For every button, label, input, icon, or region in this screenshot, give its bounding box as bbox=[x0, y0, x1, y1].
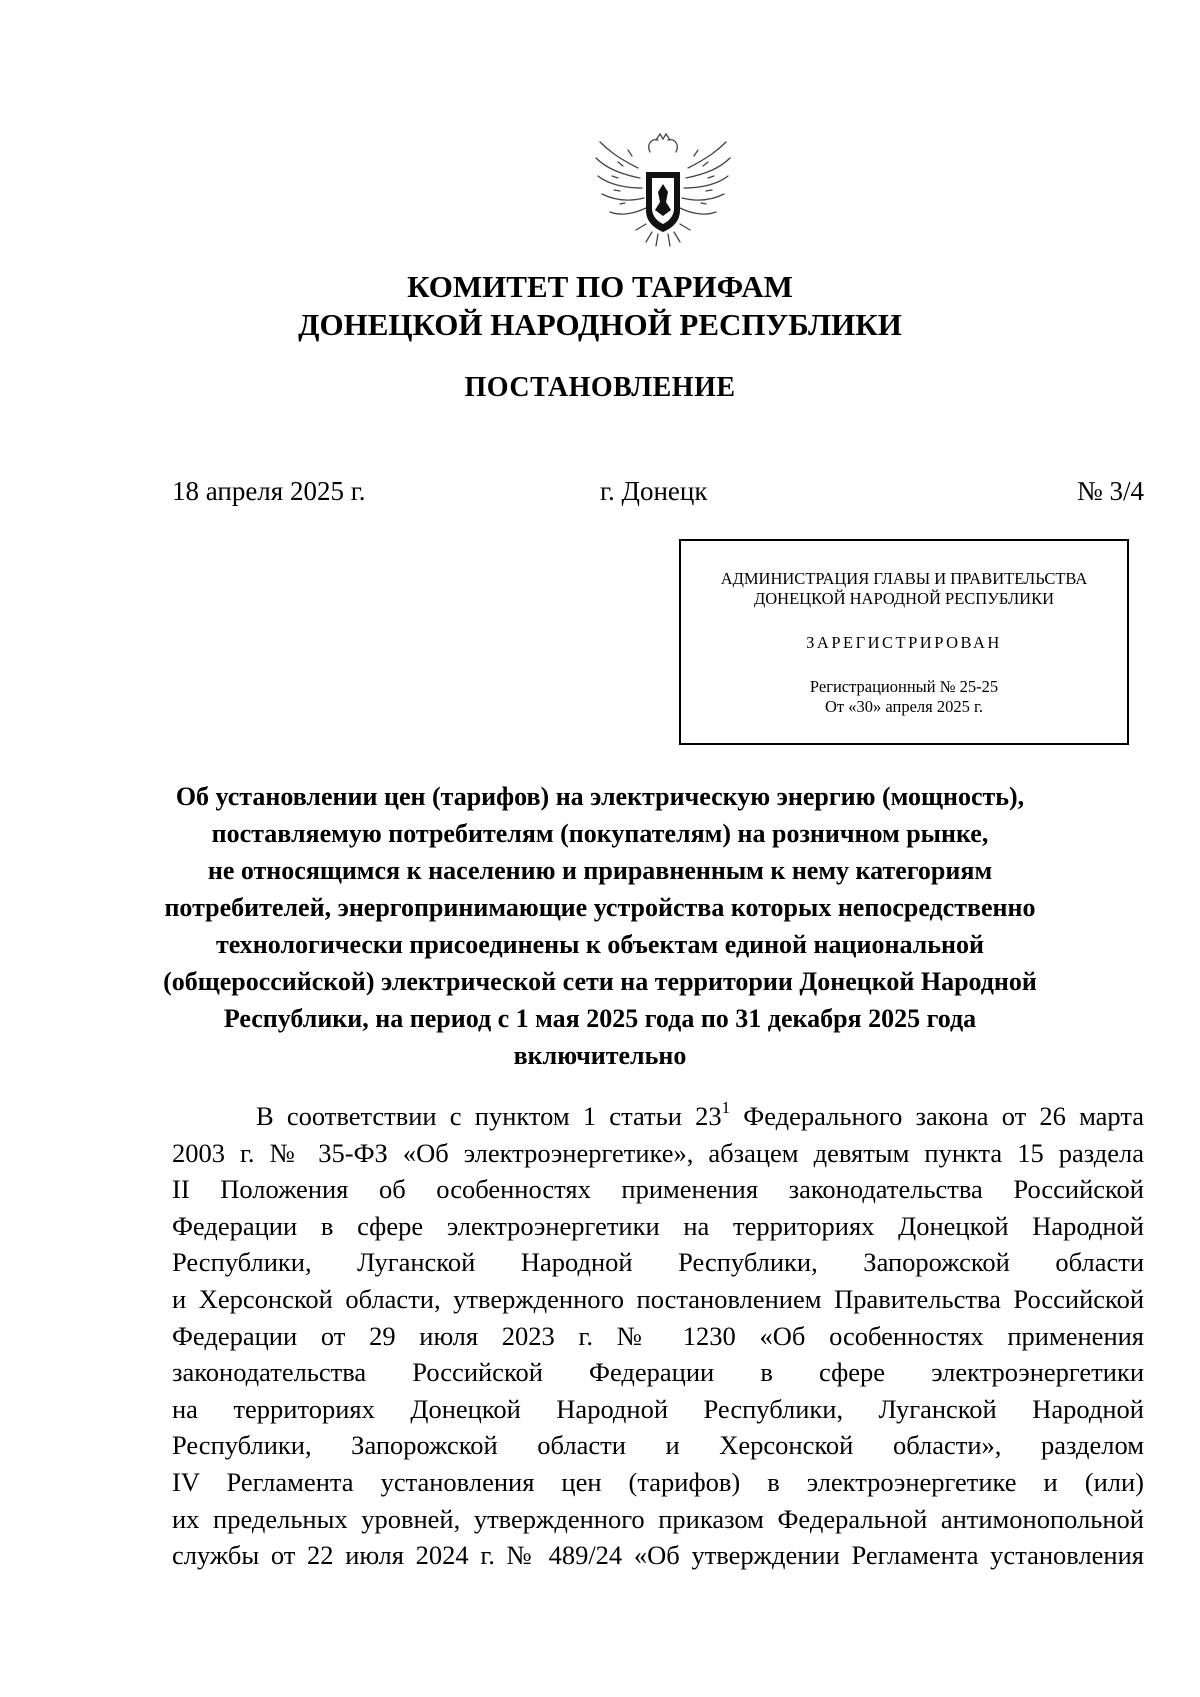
body-line: IV Регламента установления цен (тарифов) в электроэнергетике и (или) bbox=[172, 1466, 1144, 1497]
title-line: Об установлении цен (тарифов) на электрическую энергию (мощность), bbox=[175, 782, 1025, 811]
organization-name bbox=[0, 268, 1200, 344]
body-line: их предельных уровней, утвержденного приказом Федеральной антимонопольной bbox=[172, 1503, 1144, 1534]
body-line: законодательства Российской Федерации в сфере электроэнергетики bbox=[172, 1357, 1144, 1388]
title-line: (общероссийской) электрической сети на территории Донецкой Народной bbox=[163, 967, 1037, 996]
organization-line-1: КОМИТЕТ ПО ТАРИФАМ bbox=[407, 269, 793, 304]
body-line: Федерации от 29 июля 2023 г. № 1230 «Об особенностях применения bbox=[172, 1320, 1144, 1351]
body-text: Федерального закона от 26 марта bbox=[730, 1101, 1145, 1131]
title-line: не относящимся к населению и приравненным к нему категориям bbox=[207, 856, 993, 885]
superscript: 1 bbox=[721, 1098, 731, 1118]
coat-of-arms-icon bbox=[588, 128, 738, 252]
stamp-authority-line-1: АДМИНИСТРАЦИЯ ГЛАВЫ И ПРАВИТЕЛЬСТВА bbox=[720, 569, 1088, 588]
organization-line-2: ДОНЕЦКОЙ НАРОДНОЙ РЕСПУБЛИКИ bbox=[298, 307, 902, 342]
title-line: Республики, на период с 1 мая 2025 года по 31 декабря 2025 года bbox=[223, 1004, 977, 1033]
title-line: технологически присоединены к объектам единой национальной bbox=[216, 930, 984, 959]
body-line bbox=[172, 1098, 1144, 1135]
document-city: г. Донецк bbox=[600, 476, 708, 506]
stamp-reg-number: Регистрационный № 25-25 bbox=[809, 677, 999, 696]
document-title bbox=[120, 778, 1080, 1074]
body-line: службы от 22 июля 2024 г. № 489/24 «Об утверждении Регламента установления bbox=[172, 1540, 1144, 1571]
stamp-status: ЗАРЕГИСТРИРОВАН bbox=[806, 633, 1002, 652]
stamp-authority-line-2: ДОНЕЦКОЙ НАРОДНОЙ РЕСПУБЛИКИ bbox=[753, 589, 1054, 608]
document-type: ПОСТАНОВЛЕНИЕ bbox=[464, 372, 736, 403]
document-date: 18 апреля 2025 г. bbox=[172, 476, 366, 506]
title-line: потребителей, энергопринимающие устройства которых непосредственно bbox=[164, 893, 1036, 922]
registration-stamp bbox=[679, 539, 1129, 745]
body-line: Республики, Запорожской области и Херсонской области», разделом bbox=[172, 1430, 1144, 1461]
stamp-reg-date: От «30» апреля 2025 г. bbox=[825, 697, 983, 716]
body-text: В соответствии с пунктом 1 статьи 23 bbox=[256, 1101, 722, 1131]
body-line: и Херсонской области, утвержденного постановлением Правительства Российской bbox=[172, 1283, 1144, 1314]
title-line: поставляемую потребителям (покупателям) на розничном рынке, bbox=[211, 819, 989, 848]
body-line: II Положения об особенностях применения законодательства Российской bbox=[172, 1174, 1144, 1205]
body-line: Федерации в сфере электроэнергетики на территориях Донецкой Народной bbox=[172, 1210, 1144, 1241]
body-line: 2003 г. № 35-ФЗ «Об электроэнергетике», абзацем девятым пункта 15 раздела bbox=[172, 1137, 1144, 1168]
body-line: Республики, Луганской Народной Республики, Запорожской области bbox=[172, 1247, 1144, 1278]
body-line: на территориях Донецкой Народной Республики, Луганской Народной bbox=[172, 1393, 1144, 1424]
body-paragraph bbox=[172, 1098, 1144, 1574]
title-line: включительно bbox=[513, 1041, 687, 1070]
document-number: № 3/4 bbox=[1076, 476, 1144, 506]
